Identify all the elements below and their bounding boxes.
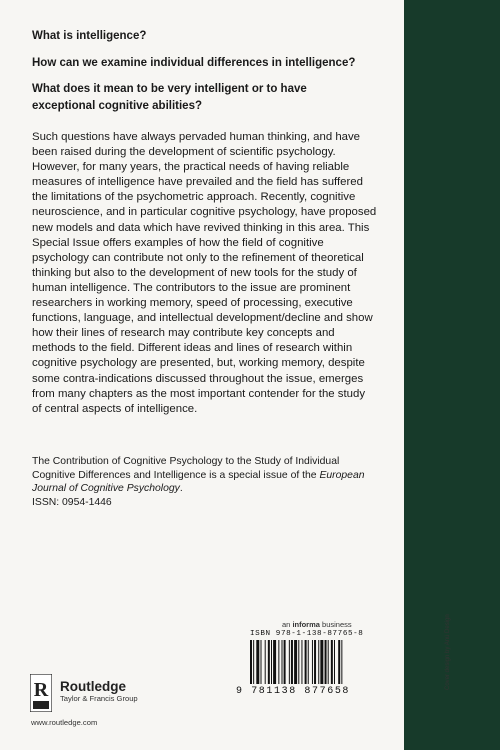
barcode-bar [294,640,297,684]
barcode-bar [305,640,307,684]
barcode-bar [320,640,323,684]
barcode-bar [341,640,342,684]
barcode-bar [261,640,262,684]
barcode-bar [308,640,309,684]
special-issue-note [32,455,377,509]
routledge-logo-icon [30,674,52,712]
question-1: What is intelligence? [32,30,147,42]
blurb-text: Such questions have always pervaded human thinking, and have been raised during the development of scientific psychology. However, for many years, the practical needs of having reliable measures of intelligence have prevailed and the field has suffered the limitations of the psychometric approach. Recently, cognitive neuroscience, and in particular cognitive psychology, have proposed new models and data which have revived thinking in this area. This Special Issue offers examples of how the field of cognitive psychology can contribute not only to the refinement of theoretical thinking but also to the development of new tools for the study of human intelligence. The contributors to the issue are prominent researchers in working memory, speed of processing, executive functions, language, and intellectual development/decline and show how their lines of research may contribute key concepts and methods to the field. Different ideas and lines of research within cognitive psychology are presented, but, working memory, despite some contra-indications discussed throughout the issue, emerges from many chapters as the most important contender for the study of central aspects of intelligence. [32,131,377,415]
isbn-label: ISBN 978-1-138-87765-8 [250,630,364,638]
question-2: How can we examine individual differences in intelligence? [32,57,356,69]
barcode-bar [271,640,272,684]
publisher-name: Routledge [60,679,126,694]
barcode-bar [331,640,333,684]
publisher-url: www.routledge.com [31,718,98,727]
svg-text:R: R [33,679,49,701]
barcode-bar [301,640,302,684]
barcode-bar [289,640,290,684]
issn: ISSN: 0954-1446 [32,496,112,508]
barcode-bar [268,640,270,684]
barcode-bar [253,640,254,684]
question-3: What does it mean to be very intelligent or to have exceptional cognitive abilities? [32,83,307,112]
barcode-bar [312,640,313,684]
informa-tagline [282,620,352,629]
barcode-bar [278,640,279,684]
barcode-bar [328,640,329,684]
cover-spine-panel [404,0,500,750]
barcode-bar [282,640,283,684]
barcode-bar [334,640,335,684]
barcode-bar [325,640,327,684]
question-list [32,28,372,124]
barcode-bar [314,640,316,684]
journal-title: European Journal of Cognitive Psychology [32,469,365,494]
barcode-bar [284,640,286,684]
barcode-bar [338,640,340,684]
barcode-digits: 9 781138 877658 [236,686,351,697]
cover-credit: Cover design by Anú Design [445,614,451,690]
informa-brand: informa [292,620,320,629]
barcode-bar [291,640,293,684]
barcode-bar [250,640,252,684]
barcode-bar [256,640,259,684]
barcode [250,640,382,684]
publisher-group: Taylor & Francis Group [60,694,138,703]
informa-suffix: business [322,620,352,629]
informa-prefix: an [282,620,291,629]
barcode-bar [318,640,319,684]
barcode-bar [298,640,299,684]
blurb [32,130,377,417]
barcode-bar [273,640,276,684]
barcode-bar [265,640,266,684]
note-end: . [179,483,183,494]
note-text: The Contribution of Cognitive Psychology to the Study of Individual Cognitive Differences and Intelligence is a special issue of the [32,456,340,481]
